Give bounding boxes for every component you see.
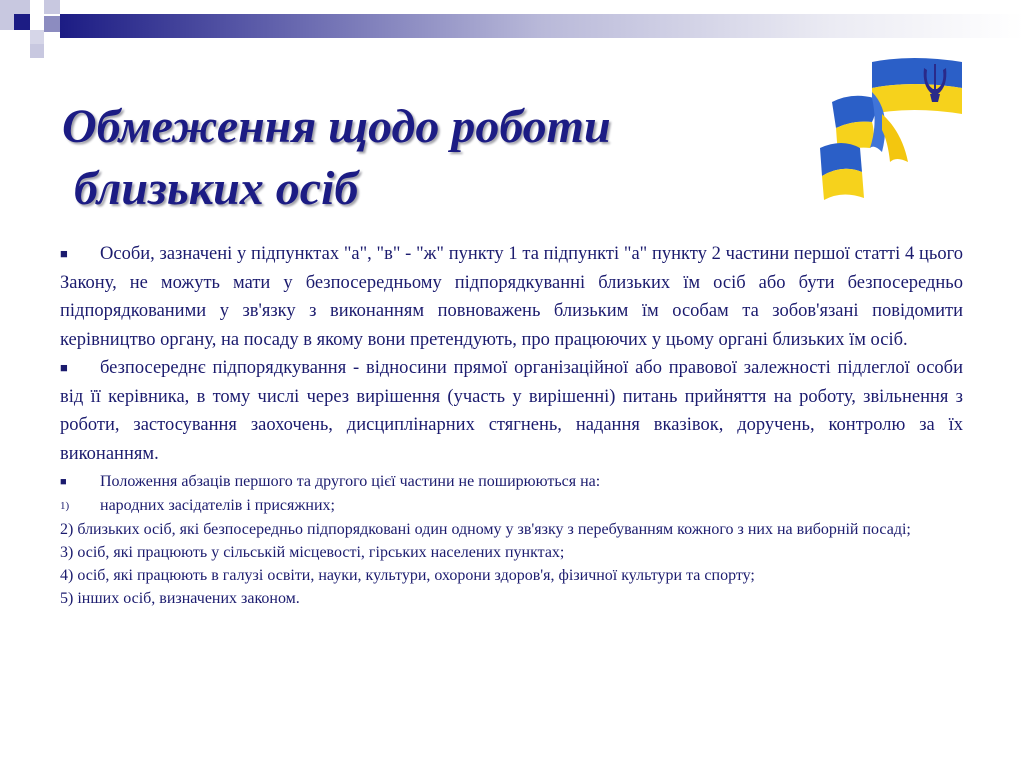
bullet-icon: ■	[60, 246, 68, 261]
slide-body	[60, 240, 963, 610]
slide-title	[62, 96, 762, 220]
corner-square	[44, 16, 60, 32]
flag-ribbon-blue-upper	[872, 58, 962, 88]
bullet-paragraph-2	[60, 354, 963, 468]
bullet-icon: ■	[60, 476, 67, 488]
corner-square	[44, 0, 60, 14]
list-item-1	[60, 494, 963, 518]
paragraph-text: Особи, зазначені у підпунктах "а", "в" - "ж" пункту 1 та підпункті "а" пункту 2 частини першої статті 4 цього Закону, не можуть мати у безпосередньому підпорядкуванні близьких їм осіб або бути безпосередньо підпорядкованими у зв'язку з виконанням повноважень близьким їм особам та зобов'язані повідомити керівництво органу, на посаду в якому вони претендують, про працюючих у цьому органі близьких їм осіб.	[60, 244, 963, 350]
flag-ribbon-yellow-upper	[872, 84, 962, 114]
list-item-number: 1)	[60, 500, 70, 512]
paragraph-text: безпосереднє підпорядкування - відносини прямої організаційної або правової залежності підлеглої особи від її керівника, в тому числі через вирішення (участь у вирішенні) питань прийняття на роботу, звільнення з роботи, застосування заохочень, дисциплінарних стягнень, надання вказівок, доручень, контролю за їх виконанням.	[60, 358, 963, 464]
list-item-5: 5) інших осіб, визначених законом.	[60, 590, 300, 607]
bullet-paragraph-3	[60, 470, 963, 494]
corner-square	[30, 30, 44, 44]
list-item-text: народних засідателів і присяжних;	[100, 497, 335, 514]
flag-tail-yellow	[822, 169, 864, 200]
bullet-icon: ■	[60, 360, 68, 375]
ukrainian-flag-emblem-image	[812, 52, 968, 200]
list-item-3: 3) осіб, які працюють у сільській місцевості, гірських населених пунктах;	[60, 544, 565, 561]
top-gradient-bar	[60, 14, 1024, 38]
slide-title-line-1: Обмеження щодо роботи	[62, 100, 611, 153]
corner-square	[30, 44, 44, 58]
paragraph-text: Положення абзаців першого та другого цієї частини не поширюються на:	[100, 473, 601, 490]
corner-square	[14, 14, 30, 30]
flag-fold-yellow	[882, 114, 908, 162]
bullet-paragraph-1	[60, 240, 963, 354]
slide-title-line-2: близьких осіб	[62, 162, 359, 215]
list-item-2: 2) близьких осіб, які безпосередньо підпорядковані один одному у зв'язку з перебуванням кожного з них на виборній посаді;	[60, 521, 911, 538]
list-item-4: 4) осіб, які працюють в галузі освіти, науки, культури, охорони здоров'я, фізичної культури та спорту;	[60, 567, 755, 584]
